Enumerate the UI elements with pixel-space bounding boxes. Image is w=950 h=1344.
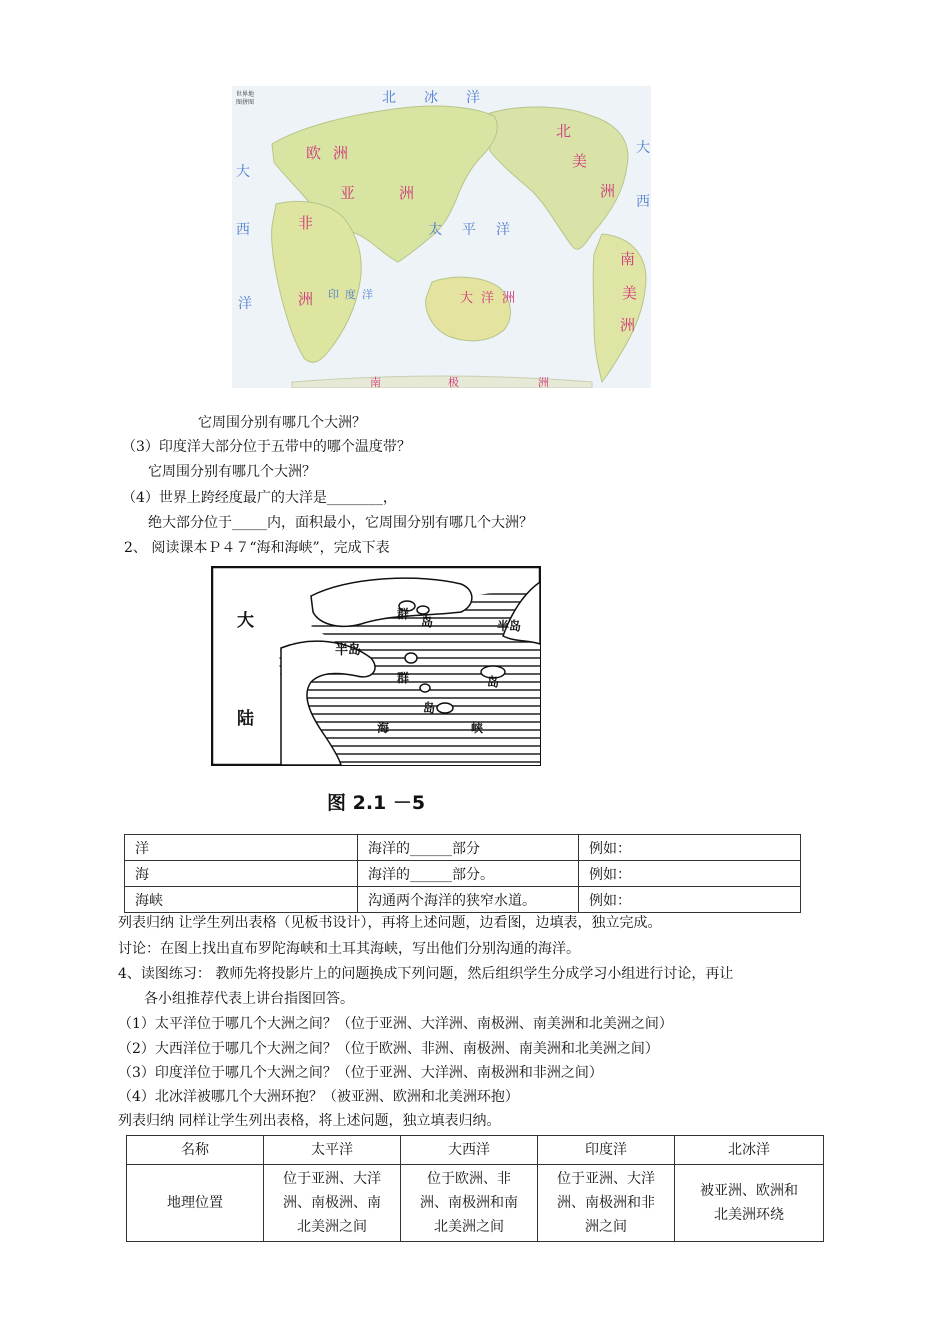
table-cell: 海峡 [125, 887, 358, 913]
cell-line: 北美洲之间 [297, 1219, 367, 1235]
label-continent-2: 陆 [237, 709, 254, 729]
cell-line: 洲、南极洲、南 [283, 1195, 381, 1211]
question-line: （3）印度洋大部分位于五带中的哪个温度带？ [122, 439, 411, 455]
cell-line: 洲、南极洲和非 [557, 1195, 655, 1211]
table-cell [264, 1165, 401, 1242]
table-cell: 地理位置 [127, 1165, 264, 1242]
question-line: 它周围分别有哪几个大洲？ [148, 464, 316, 480]
cell-line: 北美洲环绕 [714, 1207, 784, 1223]
paragraph-line: （4）北冰洋被哪几个大洲环抱？（被亚洲、欧洲和北美洲环抱） [118, 1089, 519, 1105]
label-north-america-3: 洲 [600, 182, 616, 200]
label-peninsula-right: 半岛 [497, 619, 522, 633]
map-corner-label-2: 图拼图 [236, 99, 255, 106]
label-archipelago-3: 群 [397, 671, 410, 685]
section-heading: 2、 阅读课本Ｐ４７“海和海峡”，完成下表 [124, 540, 390, 556]
label-africa-1: 非 [298, 214, 314, 232]
paragraph-line: 列表归纳 同样让学生列出表格，将上述问题，独立填表归纳。 [118, 1113, 501, 1129]
paragraph-line: 讨论：在图上找出直布罗陀海峡和土耳其海峡，写出他们分别沟通的海洋。 [118, 941, 580, 957]
label-indian-ocean: 印度洋 [328, 288, 379, 301]
world-map-image [232, 86, 651, 388]
table-row [125, 887, 801, 913]
label-antarctica-2: 极 [448, 376, 459, 388]
label-south-america-2: 美 [622, 284, 638, 302]
label-north-america-1: 北 [556, 122, 572, 140]
paragraph-line: （1）太平洋位于哪几个大洲之间？（位于亚洲、大洋洲、南极洲、南美洲和北美洲之间） [118, 1016, 673, 1032]
label-archipelago-4: 岛 [423, 701, 436, 715]
table-cell: 海 [125, 861, 358, 887]
table-cell [675, 1165, 824, 1242]
label-atlantic-left-1: 大 [236, 164, 250, 180]
sea-strait-figure [211, 566, 541, 766]
label-south-america-1: 南 [620, 250, 636, 268]
cell-line: 被亚洲、欧洲和 [700, 1183, 798, 1199]
label-atlantic-right-2: 西 [636, 194, 650, 210]
label-atlantic-left-2: 西 [236, 222, 250, 238]
cell-line: 位于亚洲、大洋 [283, 1171, 381, 1187]
label-strait-1: 海 [377, 721, 390, 735]
table-cell: 例如： [579, 835, 801, 861]
paragraph-line: 4、读图练习： 教师先将投影片上的问题换成下列问题，然后组织学生分成学习小组进行讨论，再让 [118, 966, 734, 982]
cell-line: 洲、南极洲和南 [420, 1195, 518, 1211]
map-corner-label-1: 世界地 [236, 91, 255, 98]
label-antarctica-3: 洲 [538, 376, 549, 388]
table-cell: 沟通两个海洋的狭窄水道。 [358, 887, 579, 913]
label-peninsula-left: 半岛 [335, 643, 362, 658]
table-cell: 洋 [125, 835, 358, 861]
table-cell: 海洋的______部分 [358, 835, 579, 861]
paragraph-line: 各小组推荐代表上讲台指图回答。 [144, 991, 354, 1007]
figure-caption: 图 2.1 －5 [327, 792, 426, 814]
label-arctic-ocean: 北冰洋 [382, 90, 508, 106]
label-north-america-2: 美 [572, 152, 588, 170]
paragraph-line: 列表归纳 让学生列出表格（见板书设计），再将上述问题，边看图，边填表，独立完成。 [118, 915, 662, 931]
table-row [127, 1165, 824, 1242]
label-oceania: 大洋洲 [460, 291, 524, 306]
label-strait-2: 峡 [471, 721, 484, 735]
cell-line: 位于亚洲、大洋 [557, 1171, 655, 1187]
table-cell [401, 1165, 538, 1242]
table-cell [538, 1165, 675, 1242]
table-row [125, 861, 801, 887]
table-header-row [127, 1136, 824, 1165]
label-island: 岛 [487, 675, 500, 689]
label-europe: 欧洲 [306, 144, 361, 162]
paragraph-line: （3）印度洋位于哪几个大洲之间？（位于亚洲、大洋洲、南极洲和非洲之间） [118, 1065, 603, 1081]
question-line: （4）世界上跨经度最广的大洋是________， [122, 490, 397, 506]
label-antarctica-1: 南 [370, 376, 381, 388]
question-line: 它周围分别有哪几个大洲？ [198, 415, 366, 431]
cell-line: 洲之间 [585, 1219, 627, 1235]
label-continent-1: 大 [237, 611, 254, 631]
label-atlantic-right-1: 大 [636, 140, 650, 156]
label-africa-2: 洲 [298, 290, 314, 308]
question-line: 绝大部分位于_____内，面积最小，它周围分别有哪几个大洲？ [148, 515, 533, 531]
label-pacific-ocean: 太平洋 [428, 222, 530, 238]
table-cell: 例如： [579, 887, 801, 913]
cell-line: 北美洲之间 [434, 1219, 504, 1235]
paragraph-line: （2）大西洋位于哪几个大洲之间？（位于欧洲、非洲、南极洲、南美洲和北美洲之间） [118, 1041, 659, 1057]
sea-strait-table [124, 834, 801, 913]
table-cell: 例如： [579, 861, 801, 887]
table-cell: 海洋的______部分。 [358, 861, 579, 887]
table-header-cell: 印度洋 [538, 1136, 675, 1165]
label-archipelago-1: 群 [397, 607, 410, 621]
ocean-location-table [126, 1135, 824, 1242]
label-archipelago-2: 岛 [421, 615, 434, 629]
cell-line: 位于欧洲、非 [427, 1171, 511, 1187]
table-row [125, 835, 801, 861]
table-header-cell: 太平洋 [264, 1136, 401, 1165]
label-atlantic-left-3: 洋 [238, 296, 252, 312]
table-header-cell: 北冰洋 [675, 1136, 824, 1165]
table-header-cell: 名称 [127, 1136, 264, 1165]
label-south-america-3: 洲 [620, 316, 636, 334]
table-header-cell: 大西洋 [401, 1136, 538, 1165]
label-asia: 亚洲 [340, 184, 459, 202]
